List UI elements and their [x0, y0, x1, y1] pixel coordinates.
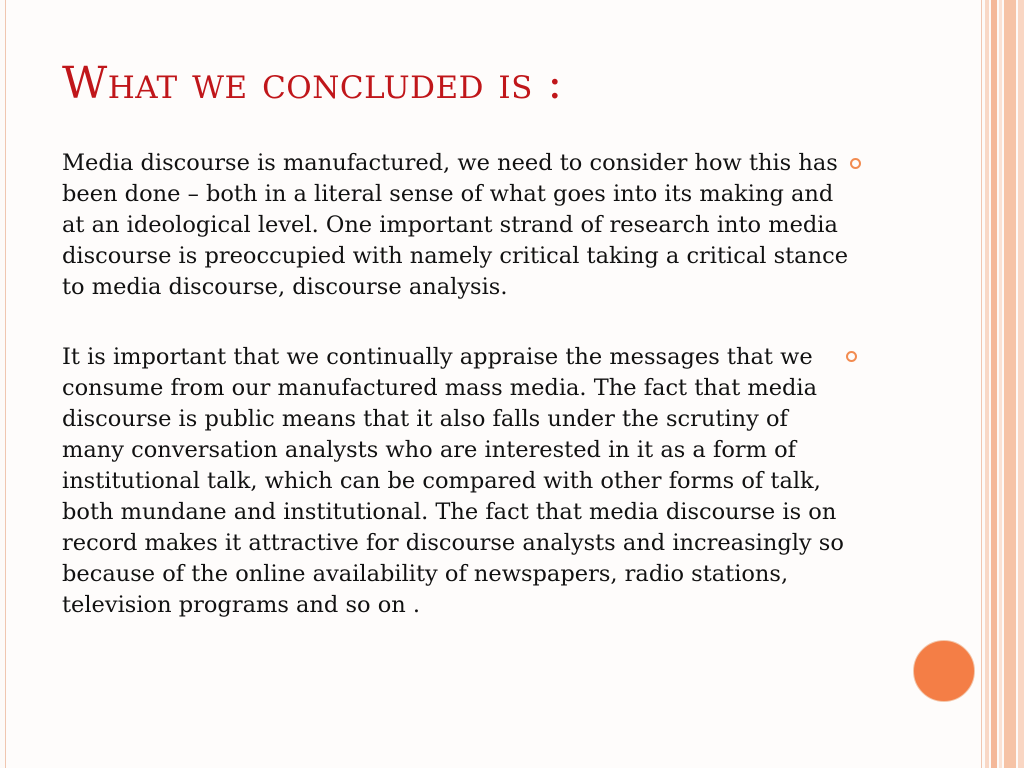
decorative-circle-icon — [913, 640, 975, 702]
body-paragraph: Media discourse is manufactured, we need to consider how this has been done – both in a literal sense of what goes into its making and at an ideological level. One important strand of research into media discourse is preoccupied with namely critical taking a critical stance to media discourse, discourse analysis. — [62, 150, 849, 300]
right-stripe — [1018, 0, 1024, 768]
body-paragraph: It is important that we continually appraise the messages that we consume from our manufactured mass media. The fact that media discourse is public means that it also falls under the scrutiny of many conversation analysts who are interested in it as a form of institutional talk, which can be compared with other forms of talk, both mundane and institutional. The fact that media discourse is on record makes it attractive for discourse analysts and increasingly so because of the online availability of newspapers, radio stations, television programs and so on . — [62, 344, 844, 618]
right-stripe — [1004, 0, 1016, 768]
bullet-icon — [846, 351, 857, 362]
slide-title: What we concluded is : — [62, 58, 563, 109]
right-stripe — [991, 0, 997, 768]
bullet-icon — [850, 158, 861, 169]
right-stripe — [985, 0, 989, 768]
right-stripe — [999, 0, 1002, 768]
